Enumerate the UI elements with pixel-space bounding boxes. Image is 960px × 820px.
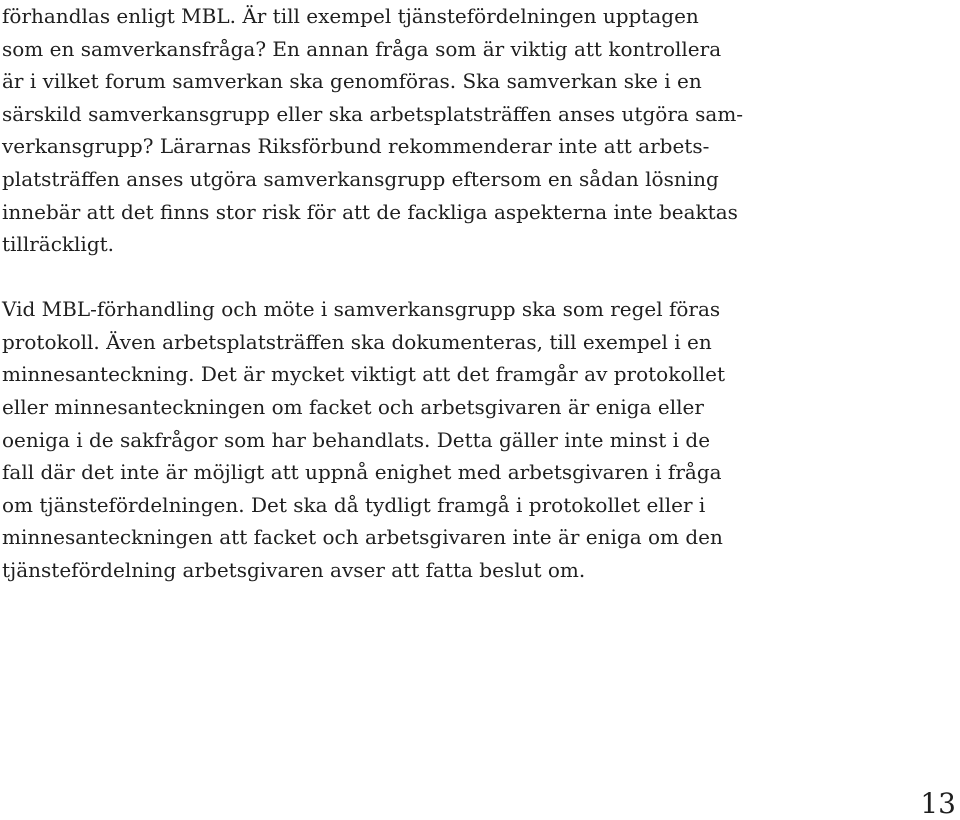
text-line: eller minnesanteckningen om facket och arbetsgivaren är eniga eller: [2, 395, 704, 420]
text-line: tjänstefördelning arbetsgivaren avser att fatta beslut om.: [2, 558, 586, 582]
text-line: protokoll. Även arbetsplatsträffen ska dokumenteras, till exempel i en: [2, 329, 712, 354]
text-line: verkansgrupp? Lärarnas Riksförbund rekommenderar inte att arbets-: [2, 134, 710, 159]
text-line: är i vilket forum samverkan ska genomföras. Ska samverkan ske i en: [2, 69, 702, 94]
paragraph-1: [2, 0, 952, 261]
body-text: [2, 0, 952, 587]
text-line: oeniga i de sakfrågor som har behandlats. Detta gäller inte minst i de: [2, 427, 711, 452]
text-line: om tjänstefördelningen. Det ska då tydligt framgå i protokollet eller i: [2, 492, 706, 517]
text-line: minnesanteckning. Det är mycket viktigt att det framgår av protokollet: [2, 362, 726, 387]
text-line: tillräckligt.: [2, 232, 115, 257]
text-line: innebär att det finns stor risk för att de fackliga aspekterna inte beaktas: [2, 199, 738, 224]
page-number: 13: [920, 787, 956, 820]
text-line: platsträffen anses utgöra samverkansgrupp eftersom en sådan lösning: [2, 166, 719, 191]
text-line: särskild samverkansgrupp eller ska arbetsplatsträffen anses utgöra sam-: [2, 101, 744, 126]
text-line: som en samverkansfråga? En annan fråga som är viktig att kontrollera: [2, 36, 722, 61]
text-line: minnesanteckningen att facket och arbetsgivaren inte är eniga om den: [2, 525, 723, 550]
text-line: förhandlas enligt MBL. Är till exempel tjänstefördelningen upptagen: [2, 4, 699, 28]
text-line: Vid MBL-förhandling och möte i samverkansgrupp ska som regel föras: [2, 297, 721, 322]
text-line: fall där det inte är möjligt att uppnå enighet med arbetsgivaren i fråga: [2, 460, 722, 485]
paragraph-2: [2, 293, 952, 586]
